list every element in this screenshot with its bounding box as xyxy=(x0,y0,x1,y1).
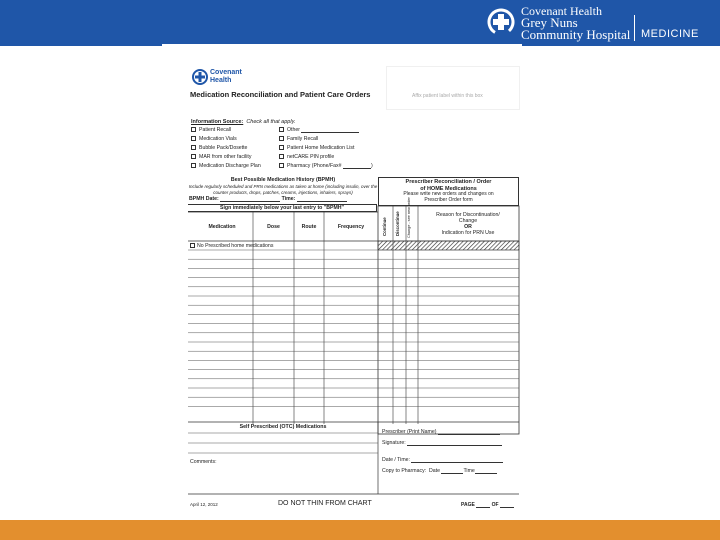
info-source-instruction: Check all that apply. xyxy=(246,119,296,125)
copy-time-line[interactable] xyxy=(475,473,497,474)
prescriber-header-line-3: Please write new orders and changes on xyxy=(403,191,494,197)
source-label: Medication Vials xyxy=(199,136,237,142)
info-source-title: Information Source: xyxy=(191,119,244,125)
patient-label-placeholder: Affix patient label within this box xyxy=(412,93,483,99)
prescriber-line[interactable] xyxy=(438,434,500,435)
signature-label: Signature: xyxy=(382,440,406,446)
bpmh-description: Include regularly scheduled and PRN medications as taken at home (including insulin, over the counter products, drops, patches, creams, injections, inhalers, sprays) xyxy=(188,184,378,195)
department-label: MEDICINE xyxy=(641,28,699,40)
org-line-1: Covenant Health xyxy=(521,4,602,18)
signature-line[interactable] xyxy=(407,445,502,446)
reason-line-2: Change xyxy=(458,218,478,224)
page-line[interactable] xyxy=(476,507,490,508)
no-home-meds-label: No Prescribed home medications xyxy=(197,243,274,249)
source-label: Other xyxy=(287,127,300,133)
col-reason xyxy=(418,212,518,236)
hatched-row xyxy=(378,241,519,250)
form-revision-date: April 12, 2012 xyxy=(190,502,218,507)
source-label: Family Recall xyxy=(287,136,319,142)
prescriber-header-line-2: of HOME Medications xyxy=(420,185,477,192)
copy-label: Copy to Pharmacy: xyxy=(382,468,427,474)
medication-reconciliation-form xyxy=(186,64,522,512)
hospital-name xyxy=(521,5,630,41)
bpmh-title: Best Possible Medication History (BPMH) xyxy=(230,177,336,183)
datetime-label: Date / Time: xyxy=(382,457,410,463)
of-line[interactable] xyxy=(500,507,514,508)
comments-label: Comments: xyxy=(190,459,217,465)
otc-title: Self Prescribed (OTC) Medications xyxy=(239,424,327,430)
prescriber-name-field[interactable] xyxy=(382,429,500,435)
bpmh-time-label: Time: xyxy=(281,196,296,202)
source-checkbox-pharmacy[interactable]: Pharmacy (Phone/Fax# ) xyxy=(279,163,373,169)
copy-date-label: Date xyxy=(429,468,440,474)
col-frequency: Frequency xyxy=(337,224,365,230)
page-number-field[interactable] xyxy=(461,502,514,508)
header-divider xyxy=(162,44,522,47)
reason-line-1: Reason for Discontinuation/ xyxy=(436,212,500,218)
org-line-2: Grey Nuns xyxy=(521,15,578,30)
brand-separator xyxy=(634,15,635,41)
datetime-line[interactable] xyxy=(411,462,503,463)
source-label: Pharmacy (Phone/Fax# xyxy=(287,163,342,169)
no-home-meds-checkbox[interactable] xyxy=(190,243,273,249)
footer-bar xyxy=(0,520,720,540)
logo-line-2: Health xyxy=(210,77,232,84)
prescriber-header-line-4: Prescriber Order form xyxy=(424,196,473,203)
col-route: Route xyxy=(301,224,317,230)
prescriber-label: Prescriber (Print Name) xyxy=(382,429,437,435)
copy-date-line[interactable] xyxy=(441,473,463,474)
reason-line-3: OR xyxy=(464,224,472,230)
of-label: OF xyxy=(491,502,499,508)
covenant-health-logo-icon xyxy=(486,7,516,37)
source-label: Medication Discharge Plan xyxy=(199,163,261,169)
sign-instruction: Sign immediately below your last entry to "BPMH" xyxy=(188,204,377,212)
logo-line-1: Covenant xyxy=(210,69,242,76)
datetime-field[interactable] xyxy=(382,457,503,463)
do-not-thin-notice: DO NOT THIN FROM CHART xyxy=(278,500,372,507)
form-title: Medication Reconciliation and Patient Care Orders xyxy=(190,90,371,99)
col-medication: Medication xyxy=(208,224,236,230)
page-label: PAGE xyxy=(461,502,475,508)
source-label: netCARE PIN profile xyxy=(287,154,335,160)
prescriber-header-line-1: Prescriber Reconciliation / Order xyxy=(405,179,492,185)
col-discontinue: Discontinue xyxy=(395,211,400,236)
org-line-3: Community Hospital xyxy=(521,27,631,42)
source-label: Bubble Pack/Dosette xyxy=(199,145,248,151)
col-dose: Dose xyxy=(267,224,280,230)
col-continue: Continue xyxy=(382,217,387,236)
signature-field[interactable] xyxy=(382,440,502,446)
source-label: Patient Home Medication List xyxy=(287,145,355,151)
checkbox-icon[interactable] xyxy=(190,243,195,248)
copy-time-label: Time xyxy=(463,468,475,474)
source-label: MAR from other facility xyxy=(199,154,252,160)
col-change: Change - see new order xyxy=(407,197,411,238)
bpmh-date-label: BPMH Date: xyxy=(189,196,219,202)
copy-to-pharmacy-field[interactable] xyxy=(382,468,497,474)
source-label: Patient Recall xyxy=(199,127,232,133)
reason-line-4: Indication for PRN Use xyxy=(441,230,495,236)
